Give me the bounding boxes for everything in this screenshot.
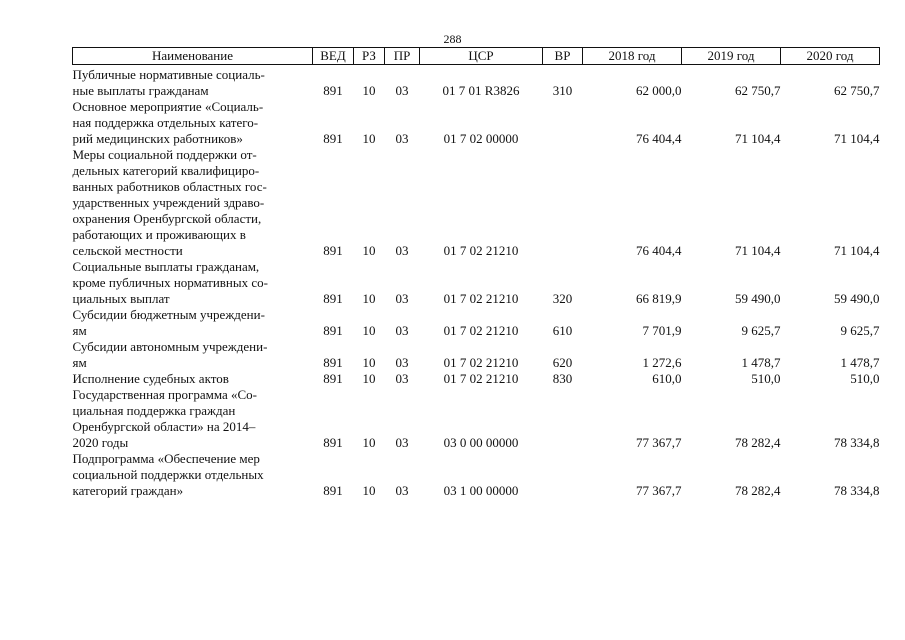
name-line: ные выплаты гражданам [72,83,209,98]
cell-name [73,371,313,387]
cell-rz: 10 [362,131,376,146]
name-line: Субсидии автономным учреждени- [72,339,268,354]
name-line: циальных выплат [72,291,170,306]
cell-2018: 7 701,9 [642,323,682,338]
cell-2019: 78 282,4 [735,435,781,450]
name-line: социальной поддержки отдельных [72,467,264,482]
cell-name [73,387,313,451]
cell-ved: 891 [323,83,343,98]
cell-rz: 10 [362,83,376,98]
cell-2018: 76 404,4 [636,243,682,258]
name-line: Основное мероприятие «Социаль- [72,99,264,114]
cell-pr: 03 [395,323,409,338]
name-line: Субсидии бюджетным учреждени- [72,307,265,322]
cell-name [73,65,313,100]
cell-2018: 77 367,7 [636,483,682,498]
name-line: работающих и проживающих в [72,227,246,242]
cell-2020: 510,0 [850,371,880,386]
cell-2018: 76 404,4 [636,131,682,146]
page-number: 288 [443,32,462,46]
budget-table [72,47,880,499]
cell-name [73,259,313,307]
name-line: ям [72,355,87,370]
cell-2018: 1 272,6 [642,355,682,370]
col-header-rz: РЗ [354,48,385,65]
cell-2018: 66 819,9 [636,291,682,306]
name-line: охранения Оренбургской области, [72,211,262,226]
name-line: Оренбургской области» на 2014– [72,419,256,434]
cell-vr: 620 [552,355,573,370]
cell-2019: 62 750,7 [735,83,781,98]
cell-pr: 03 [395,83,409,98]
cell-2019: 71 104,4 [735,131,781,146]
cell-2019: 1 478,7 [741,355,781,370]
cell-rz: 10 [362,435,376,450]
name-line: циальная поддержка граждан [72,403,236,418]
cell-name [73,99,313,147]
name-line: категорий граждан» [72,483,184,498]
cell-2018: 610,0 [652,371,682,386]
table-row [73,99,880,147]
cell-vr: 610 [552,323,573,338]
table-row [73,307,880,339]
cell-2020: 71 104,4 [834,131,880,146]
cell-2019: 78 282,4 [735,483,781,498]
cell-ved: 891 [323,131,343,146]
col-header-csr: ЦСР [420,48,543,65]
col-header-2019: 2019 год [682,48,781,65]
cell-2018: 77 367,7 [636,435,682,450]
cell-rz: 10 [362,355,376,370]
cell-csr: 01 7 02 21210 [443,291,519,306]
cell-vr [543,451,583,499]
name-line: сельской местности [72,243,183,258]
name-line: Меры социальной поддержки от- [72,147,257,162]
cell-rz: 10 [362,323,376,338]
header-row [73,48,880,65]
table-row [73,451,880,499]
name-line: дельных категорий квалифициро- [72,163,260,178]
cell-rz: 10 [362,371,376,386]
cell-ved: 891 [323,243,343,258]
cell-ved: 891 [323,323,343,338]
cell-rz: 10 [362,483,376,498]
table-row [73,65,880,100]
name-line: рий медицинских работников» [72,131,243,146]
cell-2020: 1 478,7 [840,355,880,370]
cell-name [73,147,313,259]
cell-pr: 03 [395,355,409,370]
cell-vr: 310 [552,83,573,98]
cell-ved: 891 [323,435,343,450]
cell-2018: 62 000,0 [636,83,682,98]
cell-name [73,339,313,371]
cell-vr: 320 [552,291,573,306]
cell-2020: 71 104,4 [834,243,880,258]
name-line: ударственных учреждений здраво- [72,195,265,210]
cell-pr: 03 [395,243,409,258]
name-line: ванных работников областных гос- [72,179,267,194]
name-line: Социальные выплаты гражданам, [72,259,260,274]
cell-2020: 62 750,7 [834,83,880,98]
cell-name [73,307,313,339]
cell-vr [543,147,583,259]
cell-csr: 03 0 00 00000 [443,435,519,450]
cell-ved: 891 [323,355,343,370]
table-row [73,387,880,451]
cell-ved: 891 [323,371,343,386]
col-header-name: Наименование [73,48,313,65]
cell-2019: 59 490,0 [735,291,781,306]
cell-vr [543,387,583,451]
cell-pr: 03 [395,483,409,498]
cell-csr: 01 7 02 21210 [443,371,519,386]
name-line: Исполнение судебных актов [72,371,229,386]
cell-vr: 830 [552,371,573,386]
name-line: Подпрограмма «Обеспечение мер [72,451,260,466]
cell-csr: 01 7 02 21210 [443,323,519,338]
cell-2019: 9 625,7 [741,323,781,338]
cell-rz: 10 [362,291,376,306]
table-row [73,339,880,371]
col-header-2018: 2018 год [583,48,682,65]
table-row [73,371,880,387]
cell-csr: 01 7 02 00000 [443,131,519,146]
cell-pr: 03 [395,435,409,450]
cell-csr: 01 7 01 R3826 [442,83,520,98]
cell-rz: 10 [362,243,376,258]
cell-2020: 78 334,8 [834,435,880,450]
cell-2020: 59 490,0 [834,291,880,306]
cell-ved: 891 [323,291,343,306]
table-row [73,259,880,307]
cell-2020: 78 334,8 [834,483,880,498]
cell-name [73,451,313,499]
cell-vr [543,99,583,147]
name-line: ная поддержка отдельных катего- [72,115,259,130]
name-line: кроме публичных нормативных со- [72,275,268,290]
cell-2019: 510,0 [751,371,781,386]
cell-pr: 03 [395,131,409,146]
cell-pr: 03 [395,291,409,306]
name-line: Государственная программа «Со- [72,387,258,402]
table-body [73,65,880,500]
name-line: ям [72,323,87,338]
table-row [73,147,880,259]
col-header-pr: ПР [385,48,420,65]
cell-csr: 01 7 02 21210 [443,243,519,258]
col-header-2020: 2020 год [781,48,880,65]
cell-csr: 03 1 00 00000 [443,483,519,498]
cell-2020: 9 625,7 [840,323,880,338]
col-header-vr: ВР [543,48,583,65]
cell-ved: 891 [323,483,343,498]
cell-2019: 71 104,4 [735,243,781,258]
name-line: Публичные нормативные социаль- [72,67,265,82]
name-line: 2020 годы [72,435,129,450]
cell-csr: 01 7 02 21210 [443,355,519,370]
cell-pr: 03 [395,371,409,386]
col-header-ved: ВЕД [313,48,354,65]
